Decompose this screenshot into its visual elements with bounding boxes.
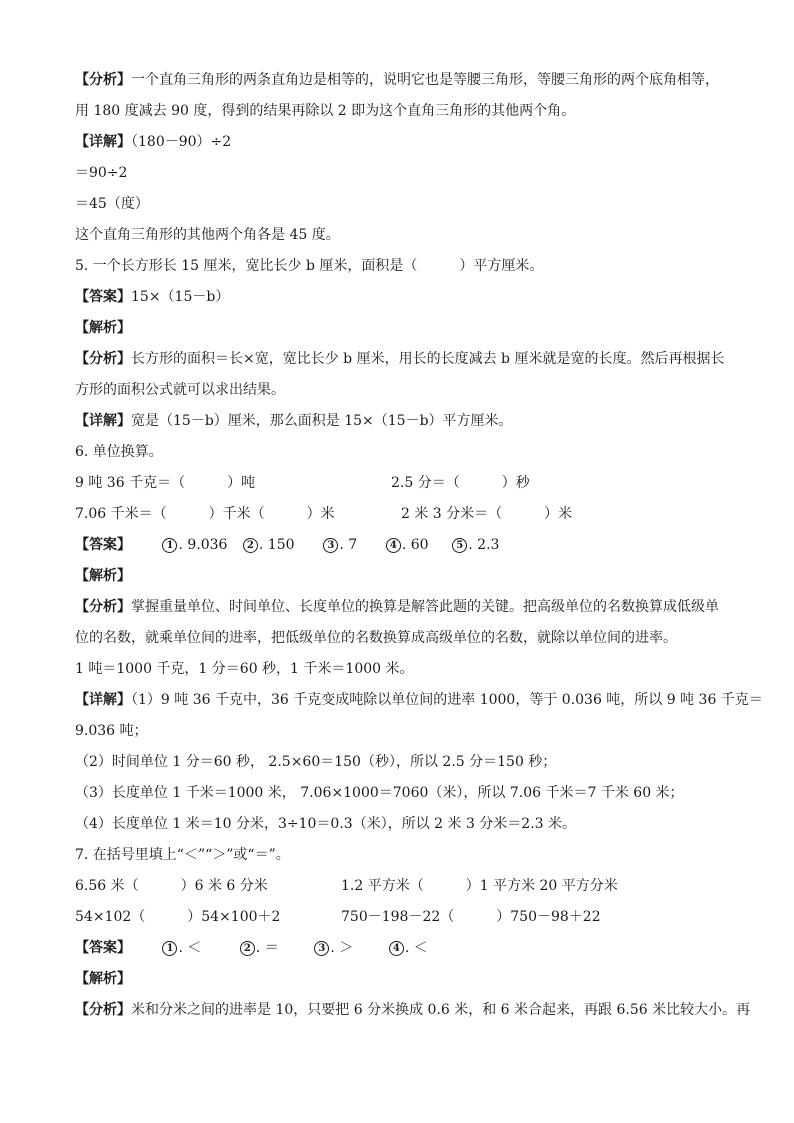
analysis-paragraph (75, 70, 719, 90)
answer-item (314, 938, 384, 958)
detail-tag: 【详解】 (75, 413, 131, 429)
answer-line (75, 287, 229, 307)
answer-value: . ＞ (330, 940, 354, 956)
equation-line: ＝45（度） (75, 196, 149, 212)
jiexi-tag: 【解析】 (75, 320, 131, 336)
detail-tag: 【详解】 (75, 134, 131, 150)
detail-text: 宽是（15－b）厘米，那么面积是 15×（15－b）平方厘米。 (131, 413, 513, 429)
answer-value: . ＜ (178, 940, 202, 956)
answer-item (240, 938, 310, 958)
question-item: 2 米 3 分米＝（ ）米 (401, 506, 573, 522)
detail-paragraph (75, 411, 513, 431)
answer-value: . 2.3 (468, 537, 500, 553)
answer-item (243, 535, 319, 555)
analysis-tag: 【分析】 (75, 351, 131, 367)
circled-number: 4 (389, 941, 404, 956)
circled-number: 2 (243, 538, 258, 553)
analysis-paragraph (75, 597, 719, 617)
detail-text-line: 9.036 吨； (75, 723, 148, 739)
answer-line (75, 938, 428, 958)
circled-number: 1 (162, 538, 177, 553)
answer-item (162, 535, 238, 555)
answer-tag: 【答案】 (75, 537, 131, 553)
question-item: 7.06 千米＝（ ）千米（ ）米 (75, 506, 335, 522)
answer-item (162, 938, 235, 958)
analysis-text: 米和分米之间的进率是 10，只要把 6 分米换成 0.6 米，和 6 米合起来，再跟 6.56 米比较大小。再 (131, 1002, 751, 1018)
analysis-paragraph (75, 349, 724, 369)
question-item: 750－198－22（ ）750－98＋22 (341, 909, 601, 925)
answer-line (75, 535, 499, 555)
question-item: 6.56 米（ ）6 米 6 分米 (75, 878, 268, 894)
question-row (75, 907, 601, 927)
jiexi-tag: 【解析】 (75, 971, 131, 987)
analysis-tag: 【分析】 (75, 1002, 131, 1018)
answer-text: 15×（15－b） (131, 289, 230, 305)
answer-value: . ＝ (255, 940, 279, 956)
answer-item (323, 535, 381, 555)
question-row (75, 504, 573, 524)
circled-number: 3 (314, 941, 329, 956)
answer-value: . ＜ (404, 940, 428, 956)
equation-line: ＝90÷2 (75, 165, 128, 181)
answer-value: . 7 (339, 537, 358, 553)
jiexi-tag: 【解析】 (75, 568, 131, 584)
detail-text-line: （2）时间单位 1 分＝60 秒， 2.5×60＝150（秒），所以 2.5 分＝150 秒； (75, 754, 557, 770)
question-item: 9 吨 36 千克＝（ ）吨 (75, 475, 256, 491)
analysis-text: 长方形的面积＝长×宽，宽比长少 b 厘米，用长的长度减去 b 厘米就是宽的长度。然后再根据长 (131, 351, 725, 367)
analysis-text: 一个直角三角形的两条直角边是相等的，说明它也是等腰三角形，等腰三角形的两个底角相等， (131, 72, 719, 88)
detail-paragraph (75, 690, 763, 710)
question-6: 6. 单位换算。 (75, 444, 163, 460)
detail-tag: 【详解】 (75, 692, 131, 708)
circled-number: 1 (162, 941, 177, 956)
detail-text-line: （3）长度单位 1 千米＝1000 米， 7.06×1000＝7060（米），所以 7.06 千米＝7 千米 60 米； (75, 785, 684, 801)
detail-text: （1）9 吨 36 千克中，36 千克变成吨除以单位间的进率 1000，等于 0.036 吨，所以 9 吨 36 千克＝ (131, 692, 763, 708)
question-item: 2.5 分＝（ ）秒 (391, 475, 530, 491)
analysis-paragraph (75, 1000, 750, 1020)
analysis-text-line: 用 180 度减去 90 度，得到的结果再除以 2 即为这个直角三角形的其他两个角。 (75, 103, 576, 119)
question-item: 1.2 平方米（ ）1 平方米 20 平方分米 (341, 878, 618, 894)
circled-number: 3 (323, 538, 338, 553)
detail-paragraph (75, 132, 231, 152)
analysis-tag: 【分析】 (75, 599, 131, 615)
answer-item (389, 938, 428, 958)
circled-number: 2 (240, 941, 255, 956)
circled-number: 5 (452, 538, 467, 553)
circled-number: 4 (386, 538, 401, 553)
answer-tag: 【答案】 (75, 940, 131, 956)
analysis-text: 掌握重量单位、时间单位、长度单位的换算是解答此题的关键。把高级单位的名数换算成低级单 (131, 599, 719, 615)
question-7: 7. 在括号里填上“＜”“＞”或“＝”。 (75, 847, 290, 863)
question-row (75, 876, 618, 896)
question-5: 5. 一个长方形长 15 厘米，宽比长少 b 厘米，面积是（ ）平方厘米。 (75, 258, 544, 274)
analysis-text-line: 位的名数，就乘单位间的进率，把低级单位的名数换算成高级单位的名数，就除以单位间的进率。 (75, 630, 677, 646)
conclusion-line: 这个直角三角形的其他两个角各是 45 度。 (75, 227, 340, 243)
question-item: 54×102（ ）54×100＋2 (75, 909, 281, 925)
detail-text-line: （4）长度单位 1 米＝10 分米，3÷10＝0.3（米），所以 2 米 3 分米＝2.3 米。 (75, 816, 577, 832)
answer-tag: 【答案】 (75, 289, 131, 305)
answer-item (386, 535, 448, 555)
detail-text: （180－90）÷2 (131, 134, 232, 150)
question-row (75, 473, 530, 493)
analysis-tag: 【分析】 (75, 72, 131, 88)
analysis-text-line: 方形的面积公式就可以求出结果。 (75, 382, 285, 398)
answer-value: . 9.036 (178, 537, 228, 553)
answer-value: . 150 (258, 537, 295, 553)
analysis-text-line: 1 吨＝1000 千克，1 分＝60 秒，1 千米＝1000 米。 (75, 661, 414, 677)
answer-value: . 60 (401, 537, 429, 553)
answer-item (452, 535, 499, 555)
